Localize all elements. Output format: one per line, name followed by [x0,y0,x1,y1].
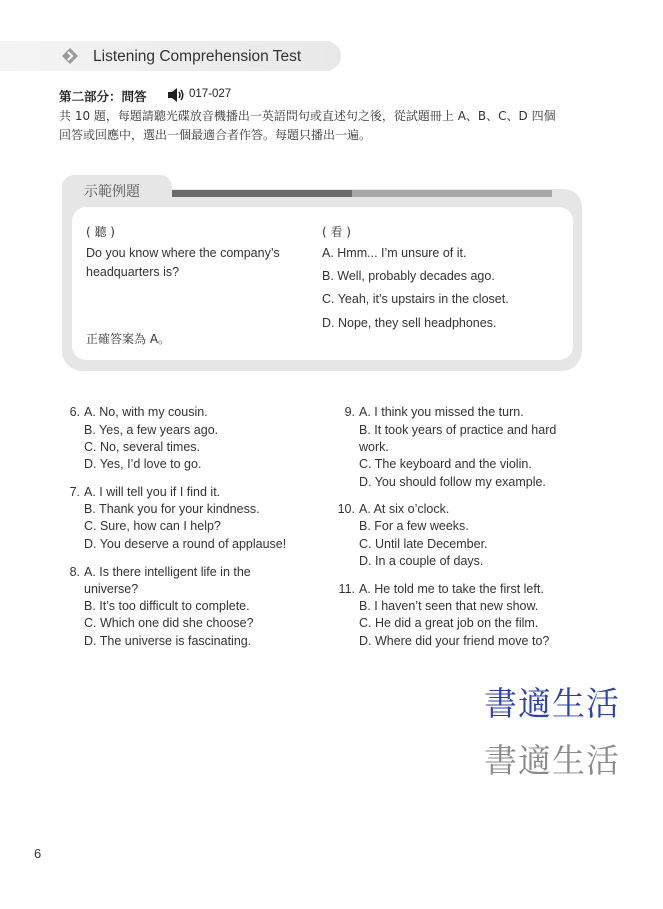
look-label: ( 看 ) [322,225,351,239]
question-11 [338,582,544,596]
question-number: 9. [344,405,355,419]
question-7 [69,485,221,499]
option-line: universe? [84,582,139,596]
watermark-gray: 書適生活 [484,741,620,780]
question-number: 7. [69,485,80,499]
speaker-icon [167,87,185,103]
option-line: A. I will tell you if I find it. [84,485,221,499]
question-number: 10. [337,502,355,516]
option-line: D. In a couple of days. [359,554,484,568]
option-line: D. The universe is fascinating. [84,634,252,648]
option-line: D. Yes, I’d love to go. [84,457,202,471]
listen-label: ( 聽 ) [86,225,115,239]
option-line: C. No, several times. [84,440,201,454]
option-line: A. He told me to take the first left. [359,582,544,596]
instructions-line-2: 回答或回應中，選出一個最適合者作答。每題只播出一遍。 [59,128,372,142]
example-option: C. Yeah, it’s upstairs in the closet. [322,292,509,306]
question-10 [337,502,450,516]
instructions-line-1: 共 10 題，每題請聽光碟放音機播出一英語問句或直述句之後，從試題冊上 A、B、C、D 四個 [59,109,556,123]
option-line: B. It took years of practice and hard [359,423,557,437]
option-line: B. For a few weeks. [359,519,469,533]
example-question-line-2: headquarters is? [86,265,180,279]
example-stripe-dark [172,190,352,197]
question-number: 6. [69,405,80,419]
option-line: C. The keyboard and the violin. [359,457,532,471]
option-line: C. Until late December. [359,537,488,551]
example-option: A. Hmm... I’m unsure of it. [322,246,467,260]
part-title: 第二部分：問答 [59,89,147,104]
option-line: B. Thank you for your kindness. [84,502,260,516]
watermark-blue: 書適生活 [484,684,620,723]
chevron-right-icon [60,46,80,66]
option-line: D. You should follow my example. [359,475,546,489]
question-6 [69,405,208,419]
option-line: work. [359,440,389,454]
option-line: A. At six o’clock. [359,502,450,516]
example-stripe-light [352,190,552,197]
option-line: C. Sure, how can I help? [84,519,221,533]
option-line: D. Where did your friend move to? [359,634,550,648]
example-question-line-1: Do you know where the company’s [86,246,280,260]
option-line: B. I haven’t seen that new show. [359,599,539,613]
audio-track-code: 017-027 [189,88,232,100]
option-line: B. Yes, a few years ago. [84,423,219,437]
page-number: 6 [34,846,42,861]
example-option: B. Well, probably decades ago. [322,269,495,283]
example-tab-label: 示範例題 [84,184,140,200]
option-line: C. He did a great job on the film. [359,616,539,630]
option-line: A. No, with my cousin. [84,405,208,419]
question-8 [69,565,251,579]
option-line: D. You deserve a round of applause! [84,537,287,551]
example-option: D. Nope, they sell headphones. [322,316,497,330]
option-line: C. Which one did she choose? [84,616,254,630]
option-line: A. Is there intelligent life in the [84,565,251,579]
question-9 [344,405,524,419]
option-line: A. I think you missed the turn. [359,405,524,419]
question-number: 8. [69,565,80,579]
example-answer: 正確答案為 A。 [86,332,171,346]
page-title: Listening Comprehension Test [93,48,302,65]
option-line: B. It’s too difficult to complete. [84,599,250,613]
question-number: 11. [338,582,355,596]
